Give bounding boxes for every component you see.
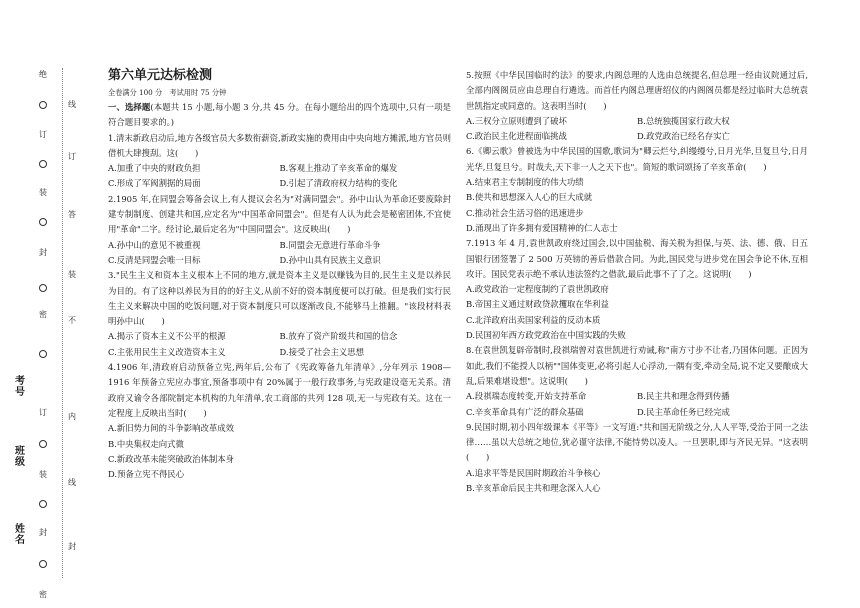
margin-char: 答 <box>68 210 76 219</box>
options-row <box>466 389 808 404</box>
question-2: 2.1905 年,在同盟会筹备会议上,有人提议会名为"对满同盟会"。孙中山认为革命还要废除封建专制制度、创建共和国,应定名为"中国革命同盟会"。但是有人认为此会是秘密团体,不宜使用"革命"二字。经讨论,最后定名为"中国同盟会"。这反映出( ) <box>108 193 451 235</box>
binding-dash-line <box>62 68 63 578</box>
question-4: 4.1906 年,清政府启动预备立宪,两年后,公布了《宪政筹备九年清单》,分年列示 1908—1916 年预备立宪应办事宜,预备事项中有 20%属于一般行政事务,与宪政建设毫无关系。清政府又谕令各部院制定本机构的九年清单,农工商部的共列 128 项,无一与宪政有关。这在一定程度上反映出当时( ) <box>108 362 451 418</box>
page-title: 第六单元达标检测 <box>108 68 213 83</box>
option-a: A.新旧势力间的斗争影响改革成效 <box>108 423 234 434</box>
margin-char: 不 <box>68 316 76 325</box>
question-5: 5.按照《中华民国临时约法》的要求,内阁总理的人选由总统提名,但总理一经由议院通过后,全部内阁阁员应由总理自行遴选。而首任内阁总理唐绍仪的内阁阁员都是经过临时大总统袁世凯指定或同意的。这表明当时( ) <box>466 70 808 111</box>
options-row <box>108 238 451 253</box>
margin-char: 封 <box>68 542 76 551</box>
field-exam-number: 考号 <box>15 376 25 398</box>
option-b: B.放弃了资产阶级共和国的信念 <box>279 331 398 342</box>
margin-circle-icon <box>39 284 47 292</box>
options-row <box>466 114 808 129</box>
option-a: A.政党政治一定程度制约了袁世凯政府 <box>466 284 609 295</box>
option-c: C.辛亥革命具有广泛的群众基础 <box>466 406 584 417</box>
options-row <box>108 329 451 344</box>
option-b: B.民主共和理念得到传播 <box>637 391 730 402</box>
option-b: B.辛亥革命后民主共和理念深入人心 <box>466 483 601 494</box>
option-b: B.同盟会无意进行革命斗争 <box>279 239 381 250</box>
field-class: 班级 <box>15 446 25 468</box>
margin-char: 订 <box>68 152 76 161</box>
option-a: A.揭示了资本主义不公平的根源 <box>108 331 226 342</box>
margin-char: 封 <box>39 248 47 257</box>
options-row <box>108 345 451 360</box>
margin-circle-icon <box>39 350 47 358</box>
option-a: A.加重了中央的财政负担 <box>108 163 201 174</box>
option-a: A.三权分立原则遭到了破坏 <box>466 115 567 126</box>
option-d: D.涌现出了许多拥有爱国精神的仁人志士 <box>466 222 618 233</box>
field-name: 姓名 <box>15 524 25 546</box>
margin-circle-icon <box>39 101 47 109</box>
margin-char: 内 <box>68 412 76 421</box>
margin-char: 密 <box>39 590 47 599</box>
margin-char: 订 <box>39 408 47 417</box>
binding-margin <box>0 0 80 608</box>
margin-char: 线 <box>68 478 76 487</box>
options-row <box>108 161 451 176</box>
left-column <box>108 68 451 482</box>
option-a: A.追求平等是民国时期政治斗争核心 <box>466 467 601 478</box>
option-c: C.反清是同盟会唯一目标 <box>108 254 201 265</box>
option-a: A.孙中山的意见不被重视 <box>108 239 201 250</box>
option-b: B.客观上推动了辛亥革命的爆发 <box>279 163 398 174</box>
question-9: 9.民国时期,初小四年级课本《平等》一文写道:"共和国无阶级之分,人人平等,受治于同一之法律……虽以大总统之地位,犹必谨守法律,不能恃势以凌人。一旦罢职,即与齐民无异。"这表明( ) <box>466 421 808 463</box>
question-3: 3."民生主义和资本主义根本上不同的地方,就是资本主义是以赚钱为目的,民生主义是以养民为目的。有了这种以养民为目的的好主义,从前不好的资本制度便可以打破。但是我们实行民生主义来解决中国的吃饭问题,对于资本制度只可以逐渐改良,不能够马上推翻。"该段材料表明孙中山( ) <box>108 270 451 327</box>
option-c: C.政治民主化进程面临挑战 <box>466 131 567 142</box>
section-desc: (本题共 15 小题,每小题 3 分,共 45 分。在每小题给出的四个选项中,只有一项是符合题目要求的。) <box>108 102 451 128</box>
option-c: C.推动社会生活习俗的迅速进步 <box>466 207 584 218</box>
margin-char: 装 <box>39 470 47 479</box>
option-d: D.民主革命任务已经完成 <box>637 406 730 417</box>
option-d: D.民国初年西方政党政治在中国实践的失败 <box>466 330 626 341</box>
margin-char: 装 <box>68 270 76 279</box>
margin-char: 封 <box>39 528 47 537</box>
option-a: A.结束君主专制制度的伟大功绩 <box>466 177 584 188</box>
options-row <box>108 176 451 191</box>
options-row <box>466 405 808 420</box>
question-6: 6.《卿云歌》曾被选为中华民国的国歌,歌词为"卿云烂兮,纠缦缦兮,日月光华,旦复旦兮,日月光华,旦复旦兮。时哉夫,天下非一人之天下也"。简短的歌词颂扬了辛亥革命( ) <box>466 146 808 172</box>
question-7: 7.1913 年 4 月,袁世凯政府绕过国会,以中国盐税、海关税为担保,与英、法、德、俄、日五国银行团签署了 2 500 万英镑的善后借款合同。为此,国民党与进步党在国会争论不休,互相攻讦。国民党表示绝不承认违法签约之借款,最后此事不了了之。这说明( ) <box>466 238 808 279</box>
option-d: D.孙中山具有民族主义意识 <box>279 254 381 265</box>
option-d: D.预备立宪不得民心 <box>108 469 185 480</box>
margin-char: 线 <box>68 100 76 109</box>
option-b: B.帝国主义通过财政贷款攫取在华利益 <box>466 299 609 310</box>
option-c: C.北洋政府出卖国家利益的反动本质 <box>466 314 601 325</box>
margin-char: 装 <box>39 188 47 197</box>
margin-char: 绝 <box>39 70 47 79</box>
option-b: B.总统独揽国家行政大权 <box>637 115 730 126</box>
margin-circle-icon <box>39 160 47 168</box>
margin-circle-icon <box>39 560 47 568</box>
options-row <box>108 253 451 268</box>
margin-circle-icon <box>39 440 47 448</box>
question-1: 1.清末新政启动后,地方各级官员大多数衔薪资,新政实施的费用由中央向地方摊派,地方官员则借机大肆搜刮。这( ) <box>108 132 451 158</box>
section-heading <box>108 100 451 131</box>
margin-circle-icon <box>39 500 47 508</box>
right-column <box>466 68 808 496</box>
margin-char: 密 <box>39 310 47 319</box>
question-8: 8.在袁世凯复辟帝制时,段祺瑞曾对袁世凯进行劝诫,称"南方寸步不让者,乃国体问题。正因为如此,我们不能授人以柄""国体变更,必将引起人心浮动,一隅有变,牵动全局,说不定又要酿成大乱,后果难堪设想"。这说明( ) <box>466 345 808 386</box>
option-d: D.引起了清政府权力结构的变化 <box>279 178 398 189</box>
margin-char: 订 <box>39 130 47 139</box>
option-c: C.主张用民生主义改造资本主义 <box>108 346 226 357</box>
options-row <box>466 129 808 144</box>
option-c: C.新政改革未能突破政治体制本身 <box>108 453 235 464</box>
margin-circle-icon <box>39 218 47 226</box>
option-a: A.段祺瑞态度转变,开始支持革命 <box>466 391 587 402</box>
option-b: B.使共和思想深入人心的巨大成就 <box>466 192 593 203</box>
exam-info: 全卷满分 100 分 考试用时 75 分钟 <box>108 88 227 97</box>
option-d: D.政党政治已经名存实亡 <box>637 131 730 142</box>
option-d: D.接受了社会主义思想 <box>279 346 364 357</box>
option-b: B.中央集权走向式微 <box>108 438 184 449</box>
section-title: 一、选择题 <box>108 102 151 112</box>
option-c: C.形成了军阀割据的局面 <box>108 178 201 189</box>
